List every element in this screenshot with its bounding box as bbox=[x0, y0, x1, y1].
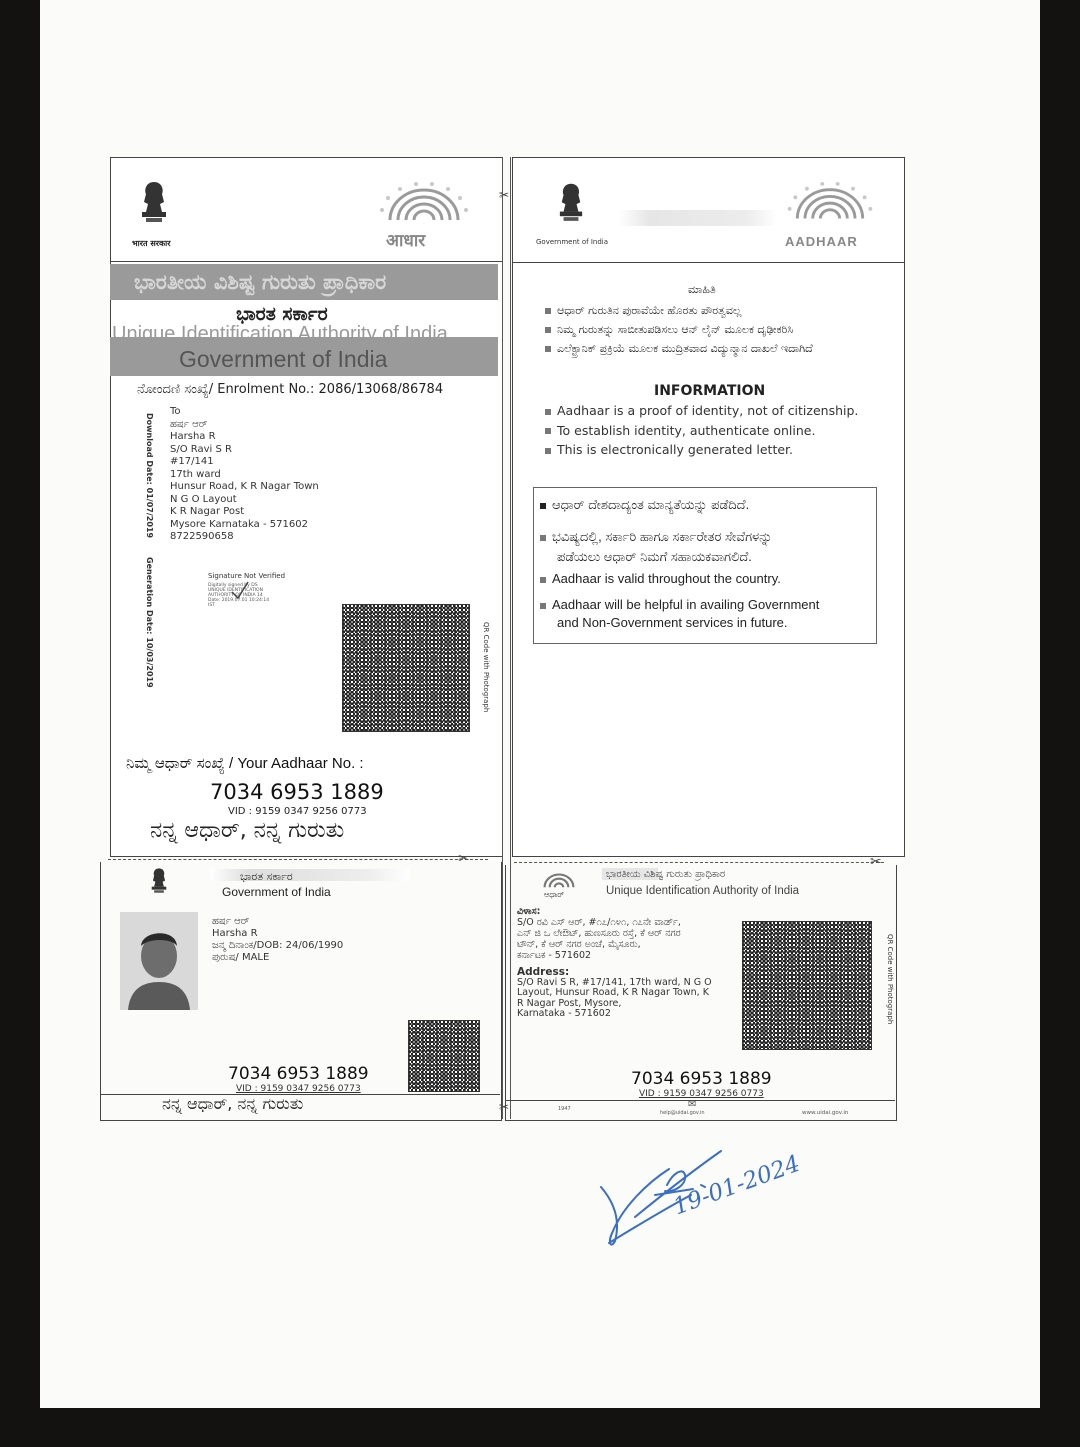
bullet-icon bbox=[545, 448, 551, 454]
name-kannada: ಹರ್ಷ ಆರ್ bbox=[212, 916, 250, 927]
gender: ಪುರುಷ/ MALE bbox=[212, 952, 270, 963]
signature-detail-line: Date: 2019.07.01 10:24:14 bbox=[208, 598, 270, 603]
aadhaar-logo-icon bbox=[780, 180, 880, 232]
information-title: INFORMATION bbox=[654, 383, 766, 399]
info-kannada-item bbox=[545, 320, 813, 339]
address-kannada-block bbox=[517, 906, 681, 961]
government-english-small: Government of India bbox=[222, 885, 331, 899]
validity-item-continued: and Non-Government services in future. bbox=[557, 615, 788, 630]
bullet-icon bbox=[545, 308, 551, 314]
information-text: Aadhaar is a proof of identity, not of citizenship. bbox=[557, 403, 859, 418]
signature-check-icon bbox=[230, 580, 250, 602]
address-english-block bbox=[517, 967, 712, 1020]
card-holder-photo bbox=[120, 912, 198, 1010]
footer-website: www.uidai.gov.in bbox=[802, 1110, 849, 1116]
scissors-icon: ✂ bbox=[499, 1100, 510, 1114]
card-holder-details bbox=[212, 916, 343, 964]
aadhaar-logo-text: आधार bbox=[386, 231, 426, 251]
vertical-cut-line bbox=[502, 157, 503, 1119]
information-item bbox=[545, 401, 858, 421]
address-line: K R Nagar Post bbox=[170, 506, 245, 517]
uidai-english-heading: Unique Identification Authority of India bbox=[112, 323, 448, 345]
emblem-caption-right: Government of India bbox=[536, 238, 609, 246]
qr-code-card-back bbox=[742, 921, 872, 1050]
enrolment-number: ನೋಂದಣಿ ಸಂಖ್ಯೆ/ Enrolment No.: 2086/13068/86784 bbox=[137, 382, 444, 397]
aadhaar-logo-small-icon bbox=[537, 868, 581, 892]
info-kannada-text: ಎಲೆಕ್ಟ್ರಾನಿಕ್ ಪ್ರಕ್ರಿಯೆ ಮೂಲಕ ಮುದ್ರಿತವಾದ ವಿದ್ಯುನ್ಮಾನ ದಾಖಲೆ ಇದಾಗಿದೆ bbox=[557, 342, 813, 355]
information-item bbox=[545, 440, 858, 460]
emblem-caption: भारत सरकार bbox=[132, 239, 171, 248]
name: Harsha R bbox=[212, 928, 258, 939]
info-kannada-title: ಮಾಹಿತಿ bbox=[688, 283, 716, 296]
tagline: ನನ್ನ ಆಧಾರ್, ನನ್ನ ಗುರುತು bbox=[150, 818, 345, 843]
info-kannada-item bbox=[545, 339, 813, 358]
address-line: Layout, Hunsur Road, K R Nagar Town, K bbox=[517, 987, 709, 998]
aadhaar-number: 7034 6953 1889 bbox=[210, 780, 384, 804]
info-kannada-item bbox=[545, 301, 813, 320]
bullet-icon bbox=[545, 327, 551, 333]
validity-text: Aadhaar will be helpful in availing Government bbox=[552, 597, 820, 612]
signature-detail-line: Digitally signed by DS bbox=[208, 583, 258, 588]
national-emblem-icon bbox=[148, 866, 170, 900]
validity-item bbox=[540, 529, 772, 545]
footer-email: help@uidai.gov.in bbox=[660, 1110, 705, 1116]
national-emblem-icon bbox=[136, 178, 172, 234]
bullet-icon bbox=[545, 409, 551, 415]
info-kannada-text: ಆಧಾರ್ ಗುರುತಿನ ಪುರಾವೆಯೇ ಹೊರತು ಪೌರತ್ವವಲ್ಲ bbox=[557, 304, 742, 317]
address-kannada-line: ಎನ್ ಜಿ ಒ ಲೇಔಟ್, ಹುಣಸೂರು ರಸ್ತೆ, ಕೆ ಆರ್ ನಗರ bbox=[517, 928, 681, 939]
address-kannada-label: ವಿಳಾಸ: bbox=[517, 906, 541, 917]
address-line: Harsha R bbox=[170, 431, 216, 442]
vid-number: VID : 9159 0347 9256 0773 bbox=[228, 806, 367, 817]
address-line: Karnataka - 571602 bbox=[517, 1008, 611, 1019]
uidai-english-small: Unique Identification Authority of India bbox=[606, 885, 800, 897]
generation-date: Generation Date: 10/03/2019 bbox=[145, 557, 154, 688]
gray-smudge bbox=[618, 210, 778, 226]
validity-text: ಭವಿಷ್ಯದಲ್ಲಿ, ಸರ್ಕಾರಿ ಹಾಗೂ ಸರ್ಕಾರೇತರ ಸೇವೆಗಳನ್ನು bbox=[552, 529, 773, 544]
signature-status: Signature Not Verified bbox=[208, 572, 286, 580]
government-kannada-small: ಭಾರತ ಸರ್ಕಾರ bbox=[240, 870, 293, 883]
bullet-icon bbox=[540, 503, 546, 509]
bullet-icon bbox=[545, 346, 551, 352]
aadhaar-number-card-back: 7034 6953 1889 bbox=[631, 1069, 772, 1089]
bullet-icon bbox=[540, 577, 546, 583]
information-text: To establish identity, authenticate online. bbox=[557, 422, 816, 438]
address-line: N G O Layout bbox=[170, 493, 237, 505]
date-of-birth: ಜನ್ಮ ದಿನಾಂಕ/DOB: 24/06/1990 bbox=[212, 940, 344, 951]
signature-detail-line: IST bbox=[208, 603, 215, 608]
bullet-icon bbox=[540, 535, 546, 541]
validity-item-continued: ಪಡೆಯಲು ಆಧಾರ್ ನಿಮಗೆ ಸಹಾಯಕವಾಗಲಿದೆ. bbox=[557, 549, 752, 564]
validity-item bbox=[540, 597, 819, 612]
recipient-address bbox=[170, 406, 319, 544]
government-kannada: ಭಾರತ ಸರ್ಕಾರ bbox=[236, 303, 328, 325]
qr-code-left bbox=[342, 604, 470, 732]
address-kannada-line: ಟೌನ್, ಕೆ ಆರ್ ನಗರ ಅಂಚೆ, ಮೈಸೂರು, bbox=[517, 939, 641, 950]
vid-number-card: VID : 9159 0347 9256 0773 bbox=[236, 1084, 361, 1094]
phone-number: 8722590658 bbox=[170, 531, 234, 542]
uidai-kannada-small: ಭಾರತೀಯ ವಿಶಿಷ್ಟ ಗುರುತು ಪ್ರಾಧಿಕಾರ bbox=[606, 869, 726, 880]
handwritten-date: 19-01-2024 bbox=[670, 1150, 804, 1221]
qr-caption-left: QR Code with Photograph bbox=[482, 622, 490, 713]
validity-text: ಆಧಾರ್ ದೇಶದಾದ್ಯಂತ ಮಾನ್ಯತೆಯನ್ನು ಪಡೆದಿದೆ. bbox=[552, 497, 750, 512]
envelope-icon: ✉ bbox=[688, 1099, 697, 1110]
footer-year: 1947 bbox=[558, 1106, 571, 1112]
aadhaar-logo-text-right: AADHAAR bbox=[785, 234, 858, 249]
national-emblem-icon bbox=[554, 180, 588, 232]
information-list bbox=[545, 401, 858, 460]
validity-text: Aadhaar is valid throughout the country. bbox=[552, 571, 781, 586]
separator-line bbox=[110, 261, 502, 262]
uidai-kannada-heading: ಭಾರತೀಯ ವಿಶಿಷ್ಟ ಗುರುತು ಪ್ರಾಧಿಕಾರ bbox=[134, 270, 387, 294]
address-line: Hunsur Road, K R Nagar Town bbox=[170, 481, 319, 492]
separator-line bbox=[512, 262, 904, 263]
horizontal-cut-line-left bbox=[108, 859, 488, 860]
aadhaar-logo-icon bbox=[372, 180, 476, 234]
information-item bbox=[545, 421, 858, 441]
validity-item bbox=[540, 497, 749, 513]
aadhaar-number-label: ನಿಮ್ಮ ಆಧಾರ್ ಸಂಖ್ಯೆ / Your Aadhaar No. : bbox=[126, 755, 364, 772]
scissors-icon: ✂ bbox=[458, 851, 470, 867]
address-line: S/O Ravi S R, #17/141, 17th ward, N G O bbox=[517, 976, 712, 988]
address-line: R Nagar Post, Mysore, bbox=[517, 997, 622, 1009]
scissors-icon: ✂ bbox=[870, 854, 882, 870]
validity-item bbox=[540, 571, 781, 586]
address-kannada-line: S/O ರವಿ ಎಸ್ ಆರ್, #೧೭/೧೪೧, ೧೭ನೇ ವಾರ್ಡ್, bbox=[517, 917, 681, 928]
card-back-footer-line bbox=[505, 1100, 895, 1101]
aadhaar-logo-text-small: ಆಧಾರ್ bbox=[544, 890, 565, 899]
signature-detail-line: UNIQUE IDENTIFICATION bbox=[208, 588, 263, 593]
address-line: ಹರ್ಷ ಆರ್ bbox=[170, 418, 208, 430]
address-line: To bbox=[170, 406, 181, 417]
document-page bbox=[40, 0, 1040, 1408]
address-label: Address: bbox=[517, 966, 570, 978]
info-kannada-text: ನಿಮ್ಮ ಗುರುತನ್ನು ಸಾಬೀತುಪಡಿಸಲು ಆನ್ ಲೈನ್ ಮೂಲಕ ದೃಢೀಕರಿಸಿ bbox=[557, 323, 794, 336]
bullet-icon bbox=[540, 603, 546, 609]
tagline-card: ನನ್ನ ಆಧಾರ್, ನನ್ನ ಗುರುತು bbox=[162, 1094, 304, 1113]
address-line: 17th ward bbox=[170, 468, 221, 480]
information-text: This is electronically generated letter. bbox=[557, 442, 794, 457]
qr-caption-right: QR Code with Photograph bbox=[886, 934, 894, 1025]
download-date: Download Date: 01/07/2019 bbox=[145, 413, 154, 539]
info-kannada-list bbox=[545, 301, 813, 358]
signature-detail-line: AUTHORITY OF INDIA 14 bbox=[208, 593, 263, 598]
scissors-icon: ✂ bbox=[499, 188, 510, 202]
address-line: #17/141 bbox=[170, 456, 214, 467]
horizontal-cut-line-right bbox=[514, 862, 884, 863]
address-line: S/O Ravi S R bbox=[170, 443, 232, 455]
qr-code-card-front bbox=[408, 1020, 480, 1092]
aadhaar-number-card: 7034 6953 1889 bbox=[228, 1064, 369, 1084]
address-kannada-line: ಕರ್ನಾಟಕ - 571602 bbox=[517, 950, 592, 961]
bullet-icon bbox=[545, 428, 551, 434]
government-english-heading: Government of India bbox=[179, 346, 388, 372]
address-line: Mysore Karnataka - 571602 bbox=[170, 518, 308, 530]
vid-number-card-back: VID : 9159 0347 9256 0773 bbox=[639, 1089, 764, 1099]
